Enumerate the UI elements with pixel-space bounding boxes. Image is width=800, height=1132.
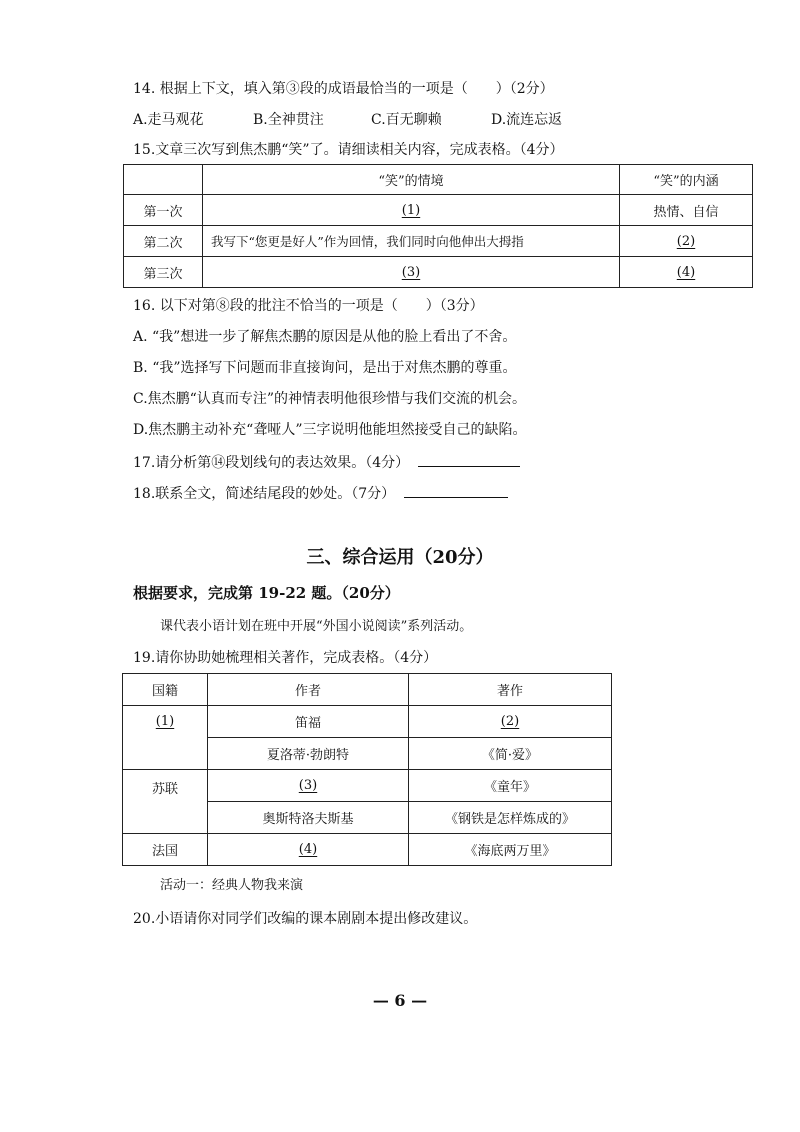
q15-answer-blank-2[interactable]: (2) (620, 226, 753, 257)
q14-options (133, 111, 562, 129)
q16-option-c: C.焦杰鹏“认真而专注”的神情表明他很珍惜与我们交流的机会。 (133, 391, 526, 407)
q14-option-a: A.走马观花 (133, 112, 204, 128)
q19-header-author: 作者 (208, 674, 409, 706)
q14-stem: 14. 根据上下文，填入第③段的成语最恰当的一项是（ ）（2分） (133, 81, 554, 97)
table-row (124, 226, 753, 257)
page-number: — 6 — (372, 991, 428, 1010)
q19-cell: 《简·爱》 (409, 738, 612, 770)
q15-header-blank (124, 165, 203, 195)
q19-cell: 《童年》 (409, 770, 612, 802)
q15-cell: 我写下“您更是好人”作为回情，我们同时向他伸出大拇指 (203, 226, 620, 257)
table-row (123, 834, 612, 866)
section-title: 三、综合运用（20分） (306, 547, 494, 568)
table-row (123, 770, 612, 802)
q15-answer-blank-4[interactable]: (4) (620, 257, 753, 288)
section-intro: 课代表小语计划在班中开展“外国小说阅读”系列活动。 (160, 619, 473, 634)
q15-row-label: 第二次 (124, 226, 203, 257)
q19-header-nation: 国籍 (123, 674, 208, 706)
q17-line (133, 452, 520, 472)
q17-stem: 17.请分析第⑭段划线句的表达效果。（4分） (133, 455, 410, 471)
q16-stem: 16. 以下对第⑧段的批注不恰当的一项是（ ）（3分） (133, 298, 484, 314)
q15-row-label: 第三次 (124, 257, 203, 288)
table-row (123, 706, 612, 738)
q14-option-d: D.流连忘返 (491, 112, 563, 128)
q15-answer-blank-3[interactable]: (3) (203, 257, 620, 288)
q14-option-b: B.全神贯注 (253, 112, 324, 128)
q19-nation-cell: 苏联 (123, 770, 208, 834)
q15-header-context: “笑”的情境 (203, 165, 620, 195)
q16-option-d: D.焦杰鹏主动补充“聋哑人”三字说明他能坦然接受自己的缺陷。 (133, 422, 527, 438)
q18-stem: 18.联系全文，简述结尾段的妙处。（7分） (133, 486, 396, 502)
q19-nation-cell: 法国 (123, 834, 208, 866)
q19-answer-blank-4[interactable]: (4) (208, 834, 409, 866)
q17-answer-blank[interactable] (418, 452, 520, 467)
q15-row-label: 第一次 (124, 195, 203, 226)
q19-answer-blank-3[interactable]: (3) (208, 770, 409, 802)
q19-header-work: 著作 (409, 674, 612, 706)
q16-option-b: B. “我”选择写下问题而非直接询问，是出于对焦杰鹏的尊重。 (133, 360, 517, 376)
q19-stem: 19.请你协助她梳理相关著作，完成表格。（4分） (133, 650, 438, 666)
q19-cell: 《钢铁是怎样炼成的》 (409, 802, 612, 834)
q19-table (122, 673, 612, 866)
section-instruction: 根据要求，完成第 19-22 题。（20分） (133, 584, 400, 602)
q19-cell: 笛福 (208, 706, 409, 738)
q19-cell: 夏洛蒂·勃朗特 (208, 738, 409, 770)
q15-table (123, 164, 753, 288)
q18-line (133, 483, 508, 503)
table-row (124, 257, 753, 288)
q19-cell: 奥斯特洛夫斯基 (208, 802, 409, 834)
q15-stem: 15.文章三次写到焦杰鹏“笑”了。请细读相关内容，完成表格。（4分） (133, 142, 564, 158)
q15-header-meaning: “笑”的内涵 (620, 165, 753, 195)
q15-answer-blank-1[interactable]: (1) (203, 195, 620, 226)
q19-answer-blank-2[interactable]: (2) (409, 706, 612, 738)
q14-option-c: C.百无聊赖 (371, 112, 442, 128)
q15-cell: 热情、自信 (620, 195, 753, 226)
q16-option-a: A. “我”想进一步了解焦杰鹏的原因是从他的脸上看出了不舍。 (133, 329, 517, 345)
q19-cell: 《海底两万里》 (409, 834, 612, 866)
q19-answer-blank-1[interactable]: (1) (123, 706, 208, 770)
q20-stem: 20.小语请你对同学们改编的课本剧剧本提出修改建议。 (133, 911, 478, 927)
activity-title: 活动一：经典人物我来演 (160, 878, 304, 893)
q18-answer-blank[interactable] (404, 483, 508, 498)
table-row (124, 195, 753, 226)
